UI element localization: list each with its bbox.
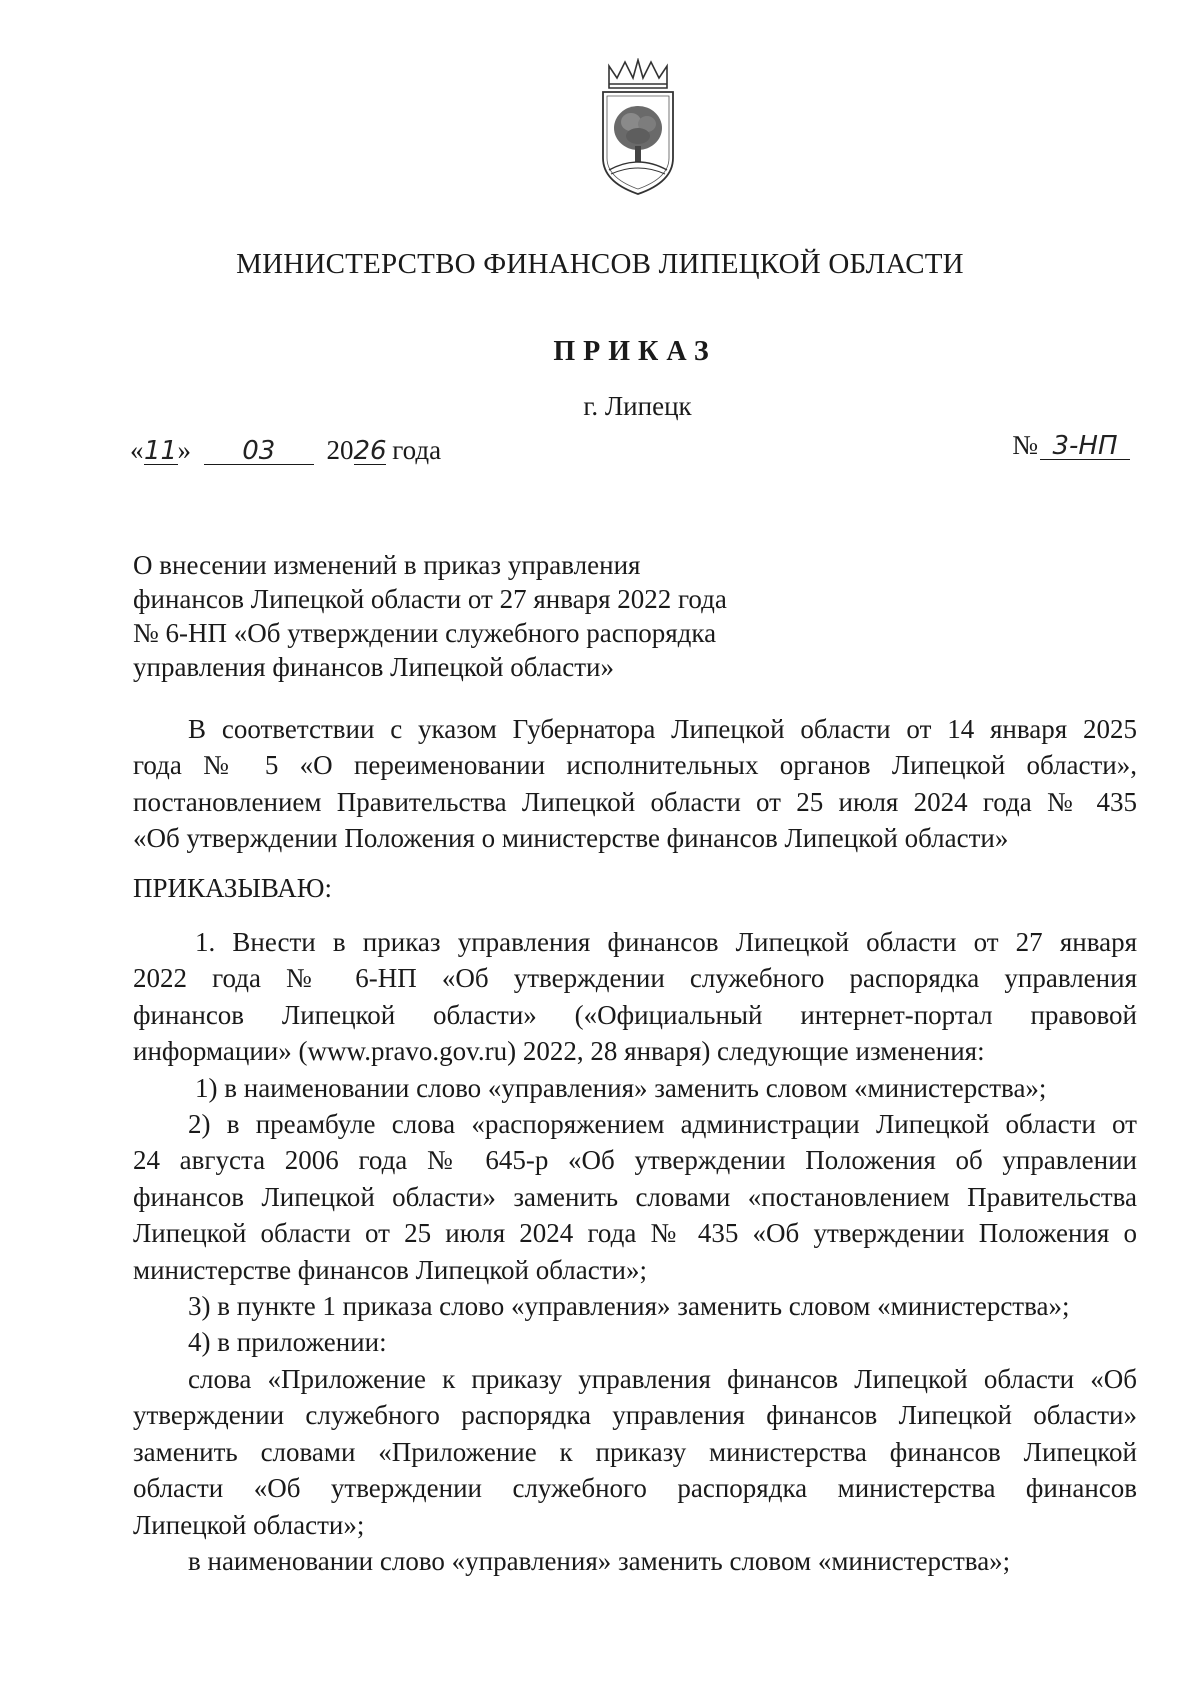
subitem-4-words-line: заменить словами «Приложение к приказу министерства финансов Липецкой <box>133 1436 1137 1467</box>
document-type: ПРИКАЗ <box>553 336 717 367</box>
date-open-quote: « <box>130 435 144 465</box>
date-suffix: года <box>392 435 442 465</box>
number-value: 3-НП <box>1040 433 1130 460</box>
order-number <box>1012 430 1130 461</box>
subitem-4-name: в наименовании слово «управления» заменить словом «министерства»; <box>188 1545 1011 1576</box>
date-day: 11 <box>143 436 178 466</box>
preamble <box>133 711 1137 857</box>
order-date <box>130 435 441 466</box>
ministry-name: МИНИСТЕРСТВО ФИНАНСОВ ЛИПЕЦКОЙ ОБЛАСТИ <box>236 248 964 280</box>
preamble-line: «Об утверждении Положения о министерстве финансов Липецкой области» <box>133 823 1009 854</box>
number-sign: № <box>1012 430 1038 460</box>
subject-line: финансов Липецкой области от 27 января 2022 года <box>133 584 727 614</box>
preamble-line: В соответствии с указом Губернатора Липецкой области от 14 января 2025 <box>188 714 1137 744</box>
subject-line: управления финансов Липецкой области» <box>133 652 615 682</box>
subitem-4-words-line: Липецкой области»; <box>133 1509 365 1540</box>
order-subject <box>133 548 793 684</box>
subitem-2-line: 24 августа 2006 года № 645-р «Об утверждении Положения об управлении <box>133 1145 1137 1176</box>
order-word: ПРИКАЗЫВАЮ: <box>133 873 332 903</box>
subitem-4-words-line: слова «Приложение к приказу управления финансов Липецкой области «Об <box>188 1363 1137 1394</box>
subitem-2-line: финансов Липецкой области» заменить словами «постановлением Правительства <box>133 1181 1137 1212</box>
item1-line: 2022 года № 6-НП «Об утверждении служебного распорядка управления <box>133 963 1137 994</box>
subitem-1: 1) в наименовании слово «управления» заменить словом «министерства»; <box>195 1072 1047 1103</box>
item1-line: финансов Липецкой области» («Официальный интернет-портал правовой <box>133 999 1137 1030</box>
preamble-line: постановлением Правительства Липецкой области от 25 июля 2024 года № 435 <box>133 786 1137 817</box>
subitem-2-line: 2) в преамбуле слова «распоряжением администрации Липецкой области от <box>188 1109 1137 1140</box>
item1-line: информации» (www.pravo.gov.ru) 2022, 28 января) следующие изменения: <box>133 1036 985 1067</box>
subject-line: № 6-НП «Об утверждении служебного распорядка <box>133 618 717 648</box>
subitem-4-words-line: утверждении служебного распорядка управления финансов Липецкой области» <box>133 1400 1137 1431</box>
subject-line: О внесении изменений в приказ управления <box>133 550 641 580</box>
preamble-line: года № 5 «О переименовании исполнительных органов Липецкой области», <box>133 750 1137 781</box>
city-name: г. Липецк <box>583 391 692 421</box>
date-year-suffix: 26 <box>353 436 387 466</box>
subitem-2-line: министерстве финансов Липецкой области»; <box>133 1254 647 1285</box>
date-year-prefix: 20 <box>326 435 354 465</box>
subitem-3: 3) в пункте 1 приказа слово «управления» заменить словом «министерства»; <box>188 1291 1070 1322</box>
item-1 <box>133 924 1137 1579</box>
date-close-quote: » <box>177 435 191 465</box>
subitem-4: 4) в приложении: <box>188 1327 387 1358</box>
subitem-2-line: Липецкой области от 25 июля 2024 года № 435 «Об утверждении Положения о <box>133 1218 1137 1249</box>
item1-line: 1. Внести в приказ управления финансов Липецкой области от 27 января <box>195 927 1137 957</box>
coat-of-arms-emblem <box>595 58 681 198</box>
subitem-4-words-line: области «Об утверждении служебного распорядка министерства финансов <box>133 1473 1137 1504</box>
date-month: 03 <box>204 438 314 465</box>
